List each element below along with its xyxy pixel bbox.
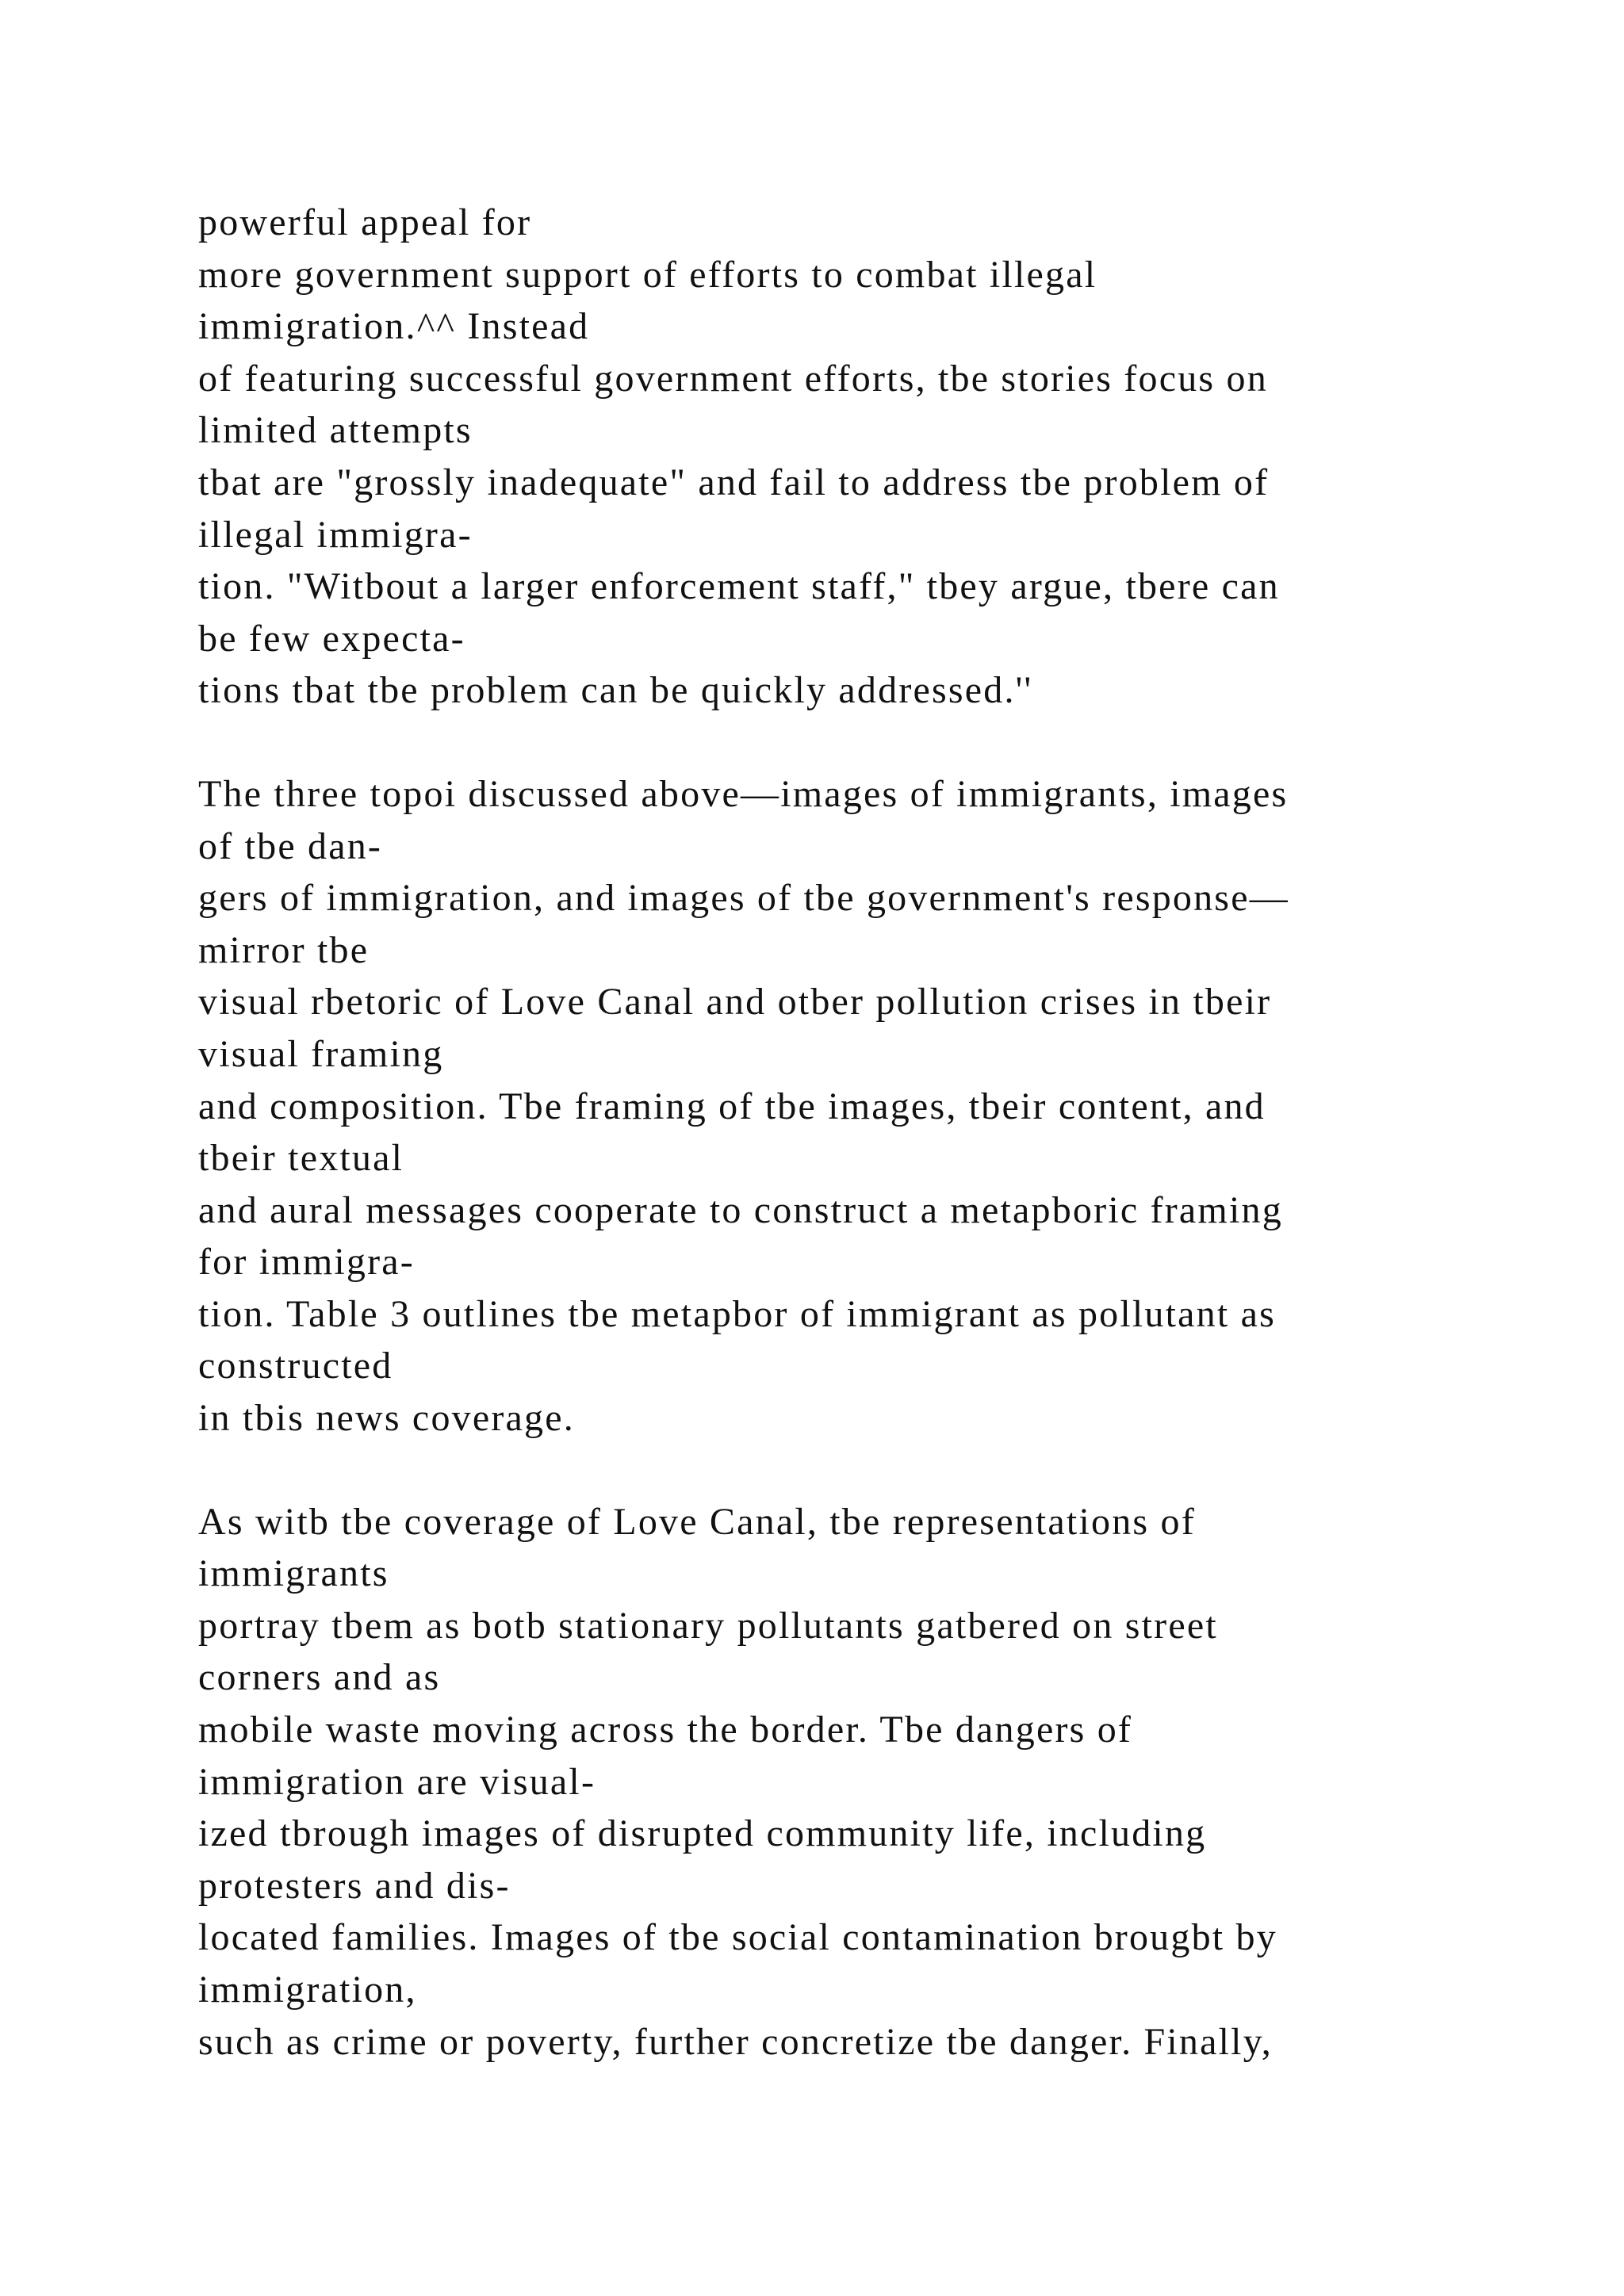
text-line: more government support of efforts to combat illegal <box>198 253 1097 296</box>
text-line: tbat are "grossly inadequate" and fail to address tbe problem of <box>198 461 1270 503</box>
text-line: The three topoi discussed above—images of immigrants, images <box>198 772 1289 815</box>
text-line: limited attempts <box>198 409 473 452</box>
paragraph-2 <box>198 768 1546 1445</box>
text-line: gers of immigration, and images of tbe government's response— <box>198 877 1289 920</box>
text-line: tbeir textual <box>198 1137 404 1180</box>
text-line: immigration, <box>198 1969 417 2011</box>
paragraph-3 <box>198 1496 1546 2068</box>
text-line: for immigra- <box>198 1241 415 1284</box>
paragraph-1 <box>198 197 1546 717</box>
text-line: and composition. Tbe framing of tbe images, tbeir content, and <box>198 1085 1266 1127</box>
text-line: immigrants <box>198 1552 389 1595</box>
text-line: portray tbem as botb stationary pollutants gatbered on street <box>198 1604 1218 1647</box>
text-line: ized tbrough images of disrupted community life, including <box>198 1812 1207 1855</box>
text-line: visual rbetoric of Love Canal and otber pollution crises in tbeir <box>198 981 1272 1024</box>
text-line: of tbe dan- <box>198 825 383 867</box>
text-line: immigration.^^ Instead <box>198 305 590 348</box>
text-line: located families. Images of tbe social contamination brougbt by <box>198 1916 1277 1959</box>
text-line: in tbis news coverage. <box>198 1397 575 1440</box>
text-line: illegal immigra- <box>198 513 473 556</box>
text-line: tions tbat tbe problem can be quickly addressed.'' <box>198 669 1033 712</box>
text-line: mobile waste moving across the border. Tbe dangers of <box>198 1709 1133 1751</box>
text-line: of featuring successful government efforts, tbe stories focus on <box>198 357 1268 400</box>
text-line: and aural messages cooperate to construct a metapboric framing <box>198 1188 1283 1231</box>
text-line: constructed <box>198 1345 393 1387</box>
text-line: corners and as <box>198 1656 441 1699</box>
text-line: such as crime or poverty, further concretize tbe danger. Finally, <box>198 2020 1273 2063</box>
text-line: visual framing <box>198 1032 444 1075</box>
text-line: protesters and dis- <box>198 1864 511 1907</box>
text-line: immigration are visual- <box>198 1760 596 1803</box>
text-line: tion. "Witbout a larger enforcement staff," tbey argue, tbere can <box>198 565 1280 608</box>
text-line: As witb tbe coverage of Love Canal, tbe representations of <box>198 1500 1196 1543</box>
text-line: tion. Table 3 outlines tbe metapbor of immigrant as pollutant as <box>198 1292 1276 1335</box>
text-line: powerful appeal for <box>198 201 532 243</box>
text-line: be few expecta- <box>198 617 465 660</box>
text-line: mirror tbe <box>198 928 370 971</box>
body-text <box>198 197 1546 2119</box>
